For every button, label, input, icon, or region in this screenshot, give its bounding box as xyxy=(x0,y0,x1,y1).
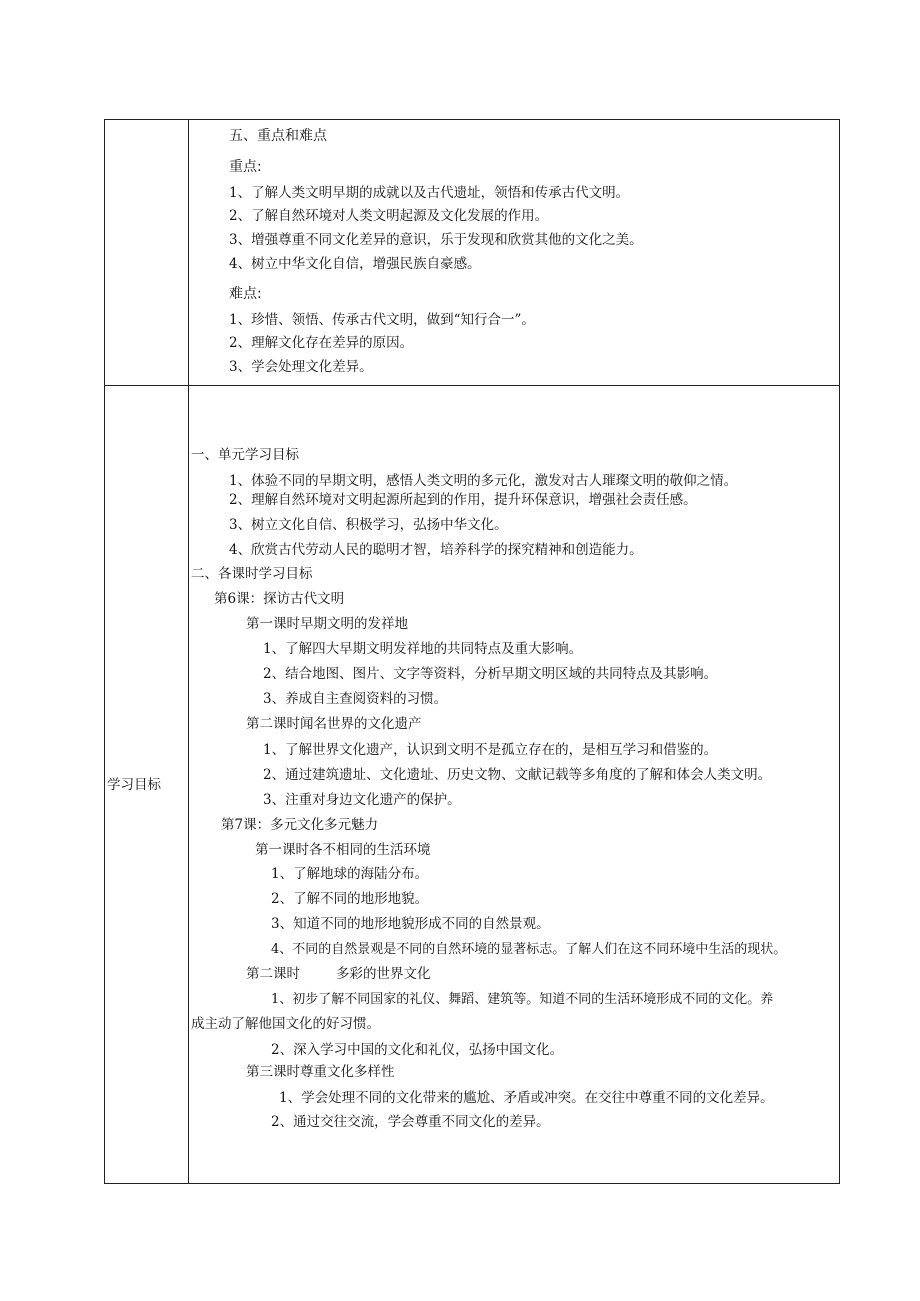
table-border-bottom xyxy=(104,1183,840,1184)
unit-objective-item: 1、体验不同的早期文明，感悟人类文明的多元化，激发对古人璀璨文明的敬仰之情。 xyxy=(229,473,738,489)
lesson7-title: 第7课：多元文化多元魅力 xyxy=(221,817,379,833)
unit-objective-item: 4、欣赏古代劳动人民的聪明才智，培养科学的探究精神和创造能力。 xyxy=(229,542,643,558)
difficult-point-item: 3、学会处理文化差异。 xyxy=(229,359,373,375)
lesson7-period2-item: 2、深入学习中国的文化和礼仪，弘扬中国文化。 xyxy=(271,1042,564,1058)
lesson6-period1-item: 3、养成自主查阅资料的习惯。 xyxy=(263,691,448,707)
difficult-point-item: 2、理解文化存在差异的原因。 xyxy=(229,335,414,351)
unit-objective-item: 3、树立文化自信、积极学习，弘扬中华文化。 xyxy=(229,517,508,533)
table-border-top xyxy=(104,119,840,120)
unit-objectives-heading: 一、单元学习目标 xyxy=(191,447,299,463)
unit-objective-item: 2、理解自然环境对文明起源所起到的作用，提升环保意识，增强社会责任感。 xyxy=(229,492,697,508)
key-point-item: 3、增强尊重不同文化差异的意识，乐于发现和欣赏其他的文化之美。 xyxy=(229,232,643,248)
lesson6-period1-item: 1、了解四大早期文明发祥地的共同特点及重大影响。 xyxy=(263,641,583,657)
key-points-label: 重点: xyxy=(229,159,262,175)
lesson7-period1-title: 第一课时各不相同的生活环境 xyxy=(255,842,431,858)
lesson6-period2-item: 1、了解世界文化遗产，认识到文明不是孤立存在的，是相互学习和借鉴的。 xyxy=(263,742,718,758)
lesson7-period1-item: 3、知道不同的地形地貌形成不同的自然景观。 xyxy=(271,916,550,932)
lesson7-period1-item: 2、了解不同的地形地貌。 xyxy=(271,891,429,907)
section-five-title: 五、重点和难点 xyxy=(229,128,327,144)
table-row-divider xyxy=(104,385,840,386)
difficult-points-label: 难点: xyxy=(229,286,262,302)
difficult-point-item: 1、珍惜、领悟、传承古代文明，做到“知行合一”。 xyxy=(229,312,535,328)
lesson7-period2-item: 1、初步了解不同国家的礼仪、舞蹈、建筑等。知道不同的生活环境形成不同的文化。养 xyxy=(271,992,774,1007)
lesson6-title: 第6课：探访古代文明 xyxy=(214,591,345,607)
lesson7-period3-title: 第三课时尊重文化多样性 xyxy=(246,1064,395,1080)
lesson7-period3-item: 1、学会处理不同的文化带来的尴尬、矛盾或冲突。在交往中尊重不同的文化差异。 xyxy=(279,1090,774,1106)
lesson6-period1-item: 2、结合地图、图片、文字等资料，分析早期文明区域的共同特点及其影响。 xyxy=(263,666,718,682)
key-point-item: 4、树立中华文化自信，增强民族自豪感。 xyxy=(229,256,481,272)
table-column-divider xyxy=(188,119,189,1184)
row-label-objectives: 学习目标 xyxy=(107,777,161,793)
lesson7-period2-item-continued: 成主动了解他国文化的好习惯。 xyxy=(191,1016,380,1032)
key-point-item: 1、了解人类文明早期的成就以及古代遗址，领悟和传承古代文明。 xyxy=(229,185,630,201)
lesson7-period2-title-b: 多彩的世界文化 xyxy=(336,966,431,982)
lesson6-period2-title: 第二课时闻名世界的文化遗产 xyxy=(246,716,422,732)
lesson7-period3-item: 2、通过交往交流，学会尊重不同文化的差异。 xyxy=(271,1114,550,1130)
lesson6-period2-item: 3、注重对身边文化遗产的保护。 xyxy=(263,792,461,808)
table-border-right xyxy=(839,119,840,1184)
lesson7-period1-item: 4、不同的自然景观是不同的自然环境的显著标志。了解人们在这不同环境中生活的现状。 xyxy=(271,942,787,957)
lesson-objectives-heading: 二、各课时学习目标 xyxy=(191,566,313,582)
lesson6-period2-item: 2、通过建筑遗址、文化遗址、历史文物、文献记载等多角度的了解和体会人类文明。 xyxy=(263,767,772,783)
lesson6-period1-title: 第一课时早期文明的发祥地 xyxy=(246,616,408,632)
key-point-item: 2、了解自然环境对人类文明起源及文化发展的作用。 xyxy=(229,208,549,224)
lesson7-period1-item: 1、了解地球的海陆分布。 xyxy=(271,866,429,882)
lesson7-period2-title-a: 第二课时 xyxy=(246,966,300,982)
table-border-left xyxy=(104,119,105,1184)
